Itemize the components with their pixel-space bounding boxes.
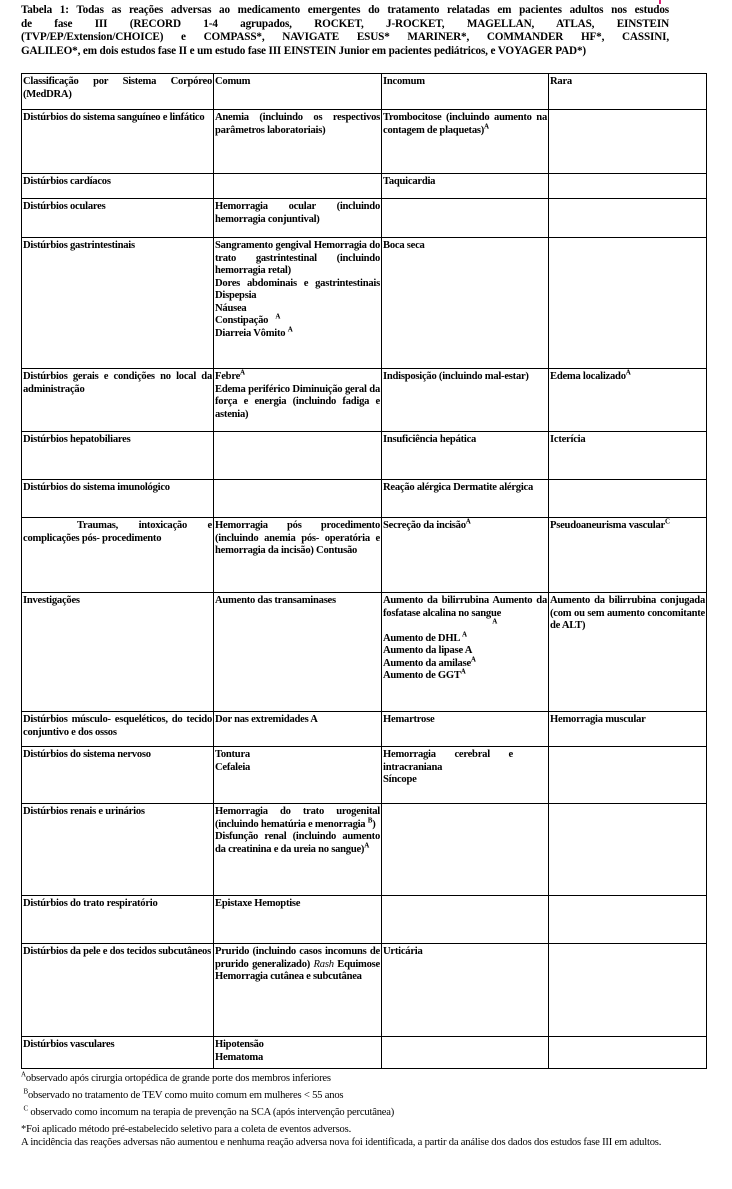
reaction-item: Boca seca: [383, 240, 425, 251]
reaction-item: Cefaleia: [215, 761, 251, 773]
reaction-item: [383, 667, 547, 683]
table-row: [22, 1037, 707, 1069]
comum-cell: [214, 174, 382, 199]
table-row: [22, 804, 707, 896]
reaction-item: Dores abdominais e gastrintestinais Dispepsia: [215, 277, 380, 301]
title-line: GALILEO*, em dois estudos fase II e um estudo fase III EINSTEIN Junior em pacientes pediátricos, e VOYAGER PAD*): [21, 44, 586, 57]
reaction-item: Indisposição (incluindo mal-estar): [383, 371, 529, 382]
table-row: [22, 238, 707, 369]
reaction-item: Tontura: [215, 749, 250, 760]
reaction-item: Hemorragia muscular: [550, 714, 646, 725]
incomum-cell: [382, 593, 549, 712]
reaction-item: Prurido (incluindo casos incomuns de prurido generalizado): [215, 946, 380, 970]
system-cell: Investigações: [22, 593, 214, 712]
rara-cell: [549, 480, 707, 518]
system-cell: Distúrbios vasculares: [22, 1037, 214, 1069]
footnote-marker: A: [492, 617, 497, 626]
system-cell: Distúrbios hepatobiliares: [22, 432, 214, 480]
comum-cell: [214, 593, 382, 712]
rara-cell: [549, 238, 707, 369]
reaction-item: [383, 595, 547, 633]
reaction-item: Edema periférico Diminuição geral da força e energia (incluindo fadiga e astenia): [215, 383, 380, 420]
reaction-text: Febre: [215, 371, 241, 382]
reaction-item: Hemorragia pós procedimento (incluindo anemia pós- operatória e hemorragia da incisão) Contusão: [215, 520, 380, 556]
reaction-item: Epistaxe Hemoptise: [215, 898, 301, 909]
table-header-row: [22, 74, 707, 110]
footnote-text: observado após cirurgia ortopédica de grande porte dos membros inferiores: [25, 1073, 331, 1084]
footnote-text: observado no tratamento de TEV como muito comum em mulheres < 55 anos: [27, 1090, 344, 1101]
incomum-cell: [382, 110, 549, 174]
table-notes: [21, 1072, 701, 1149]
footnote-marker: A: [461, 629, 467, 638]
reaction-item: [383, 629, 547, 646]
reaction-item: Hemartrose: [383, 714, 435, 725]
system-cell: Distúrbios músculo- esqueléticos, do tecido conjuntivo e dos ossos: [22, 712, 214, 747]
reaction-item: [215, 368, 380, 384]
footnote-marker: A: [465, 517, 471, 526]
reaction-item: Insuficiência hepática: [383, 434, 477, 445]
reaction-item: Síncope: [383, 774, 417, 785]
comum-cell: [214, 1037, 382, 1069]
comum-cell: [214, 480, 382, 518]
incomum-cell: [382, 369, 549, 432]
reaction-item: Hemorragia ocular (incluindo hemorragia conjuntival): [215, 201, 380, 225]
comum-cell: [214, 896, 382, 944]
comum-cell: [214, 712, 382, 747]
system-cell: Distúrbios cardíacos: [22, 174, 214, 199]
system-cell: Distúrbios oculares: [22, 199, 214, 238]
reaction-item: Náusea: [215, 302, 247, 314]
incomum-cell: [382, 432, 549, 480]
rara-cell: [549, 804, 707, 896]
reaction-text: Aumento da bilirrubina Aumento da fosfatase alcalina no sangue: [383, 595, 547, 619]
system-cell: Distúrbios gastrintestinais: [22, 238, 214, 369]
table-row: [22, 896, 707, 944]
rara-cell: [549, 174, 707, 199]
footnote-mark: C: [23, 1104, 28, 1113]
footnote-b: [21, 1089, 701, 1102]
reaction-text: Aumento de DHL: [383, 632, 460, 644]
header-rara: Rara: [549, 74, 707, 110]
table-row: [22, 747, 707, 804]
system-cell: Distúrbios da pele e dos tecidos subcutâneos: [22, 944, 214, 1037]
reaction-item: Sangramento gengival Hemorragia do trato gastrintestinal (incluindo hemorragia retal): [215, 240, 380, 276]
reaction-item: Hemorragia cerebral e intracraniana: [383, 749, 513, 773]
reaction-item: Taquicardia: [383, 176, 436, 187]
reaction-item: Equimose Hemorragia cutânea e subcutânea: [215, 958, 380, 982]
incomum-cell: [382, 1037, 549, 1069]
comum-cell: [214, 238, 382, 369]
rara-cell: [549, 896, 707, 944]
footnote-mark: B: [23, 1087, 28, 1096]
incomum-cell: [382, 238, 549, 369]
reaction-text: Constipação: [215, 315, 269, 326]
incomum-cell: [382, 896, 549, 944]
table-row: [22, 369, 707, 432]
footnote-marker: B: [367, 815, 373, 824]
footnote-marker: A: [364, 840, 370, 849]
title-line: de fase III (RECORD 1-4 agrupados, ROCKET, J-ROCKET, MAGELLAN, ATLAS, EINSTEIN: [21, 17, 669, 30]
table-row: [22, 432, 707, 480]
system-cell: Distúrbios renais e urinários: [22, 804, 214, 896]
system-cell: Distúrbios gerais e condições no local da administração: [22, 369, 214, 432]
comum-cell: [214, 747, 382, 804]
table-row: [22, 593, 707, 712]
table-row: [22, 712, 707, 747]
comum-cell: [214, 944, 382, 1037]
reaction-item: Trombocitose (incluindo aumento na contagem de plaquetas): [383, 112, 547, 136]
reaction-text: Aumento da amilase: [383, 657, 471, 669]
reaction-item: Aumento das transaminases: [215, 595, 336, 606]
footnote-marker: A: [275, 312, 281, 321]
reaction-item: [215, 312, 380, 328]
reaction-text: Diarreia Vômito: [215, 327, 286, 339]
footnote-marker: C: [664, 517, 670, 526]
header-comum: Comum: [214, 74, 382, 110]
incomum-cell: [382, 804, 549, 896]
rara-cell: [549, 199, 707, 238]
footnote-mark: A: [21, 1070, 26, 1079]
incomum-cell: [382, 712, 549, 747]
system-cell: Distúrbios do trato respiratório: [22, 896, 214, 944]
reaction-item: Pseudoaneurisma vascular: [550, 520, 665, 531]
footnote-marker: A: [460, 667, 466, 676]
title-line: Tabela 1: Todas as reações adversas ao medicamento emergentes do tratamento relatadas em pacientes adultos nos estudos: [21, 4, 669, 16]
footnote-marker: A: [625, 368, 631, 377]
incomum-cell: [382, 174, 549, 199]
reaction-item: Aumento da bilirrubina conjugada (com ou sem aumento concomitante de ALT): [550, 595, 705, 631]
system-cell: Traumas, intoxicação e complicações pós- procedimento: [22, 518, 214, 593]
note-incidence: A incidência das reações adversas não aumentou e nenhuma reação adversa nova foi identificada, a partir da análise dos dados dos estudos fase III em adultos.: [21, 1137, 662, 1148]
rara-cell: [549, 944, 707, 1037]
incomum-cell: [382, 944, 549, 1037]
reaction-item-italic: Rash: [313, 958, 334, 970]
reaction-text: Disfunção renal (incluindo aumento da creatinina e da ureia no sangue): [215, 831, 380, 855]
incomum-cell: [382, 199, 549, 238]
reaction-item: Icterícia: [550, 434, 586, 445]
comum-cell: [214, 110, 382, 174]
footnote-marker: A: [484, 121, 489, 130]
footnote-marker: A: [287, 324, 293, 333]
table-row: [22, 944, 707, 1037]
table-row: [22, 174, 707, 199]
incomum-cell: [382, 747, 549, 804]
note-method: *Foi aplicado método pré-estabelecido seletivo para a coleta de eventos adversos.: [21, 1124, 352, 1135]
system-cell: Distúrbios do sistema nervoso: [22, 747, 214, 804]
rara-cell: [549, 593, 707, 712]
footnote-marker: A: [470, 654, 476, 663]
adverse-reactions-table: [21, 73, 707, 1069]
rara-cell: [549, 1037, 707, 1069]
system-cell: Distúrbios do sistema imunológico: [22, 480, 214, 518]
rara-cell: [549, 369, 707, 432]
table-row: [22, 110, 707, 174]
header-system-class: Classificação por Sistema Corpóreo (MedDRA): [22, 74, 214, 110]
rara-cell: [549, 747, 707, 804]
comum-cell: [214, 432, 382, 480]
reaction-item: Aumento da lipase A: [383, 645, 473, 656]
reaction-item: [215, 324, 380, 341]
footnote-c: [21, 1106, 701, 1119]
reaction-item: Reação alérgica Dermatite alérgica: [383, 482, 534, 493]
reaction-item: Hipotensão: [215, 1039, 264, 1050]
comum-cell: [214, 199, 382, 238]
incomum-cell: [382, 518, 549, 593]
comum-cell: [214, 804, 382, 896]
title-line: (TVP/EP/Extension/CHOICE) e COMPASS*, NAVIGATE ESUS* MARINER*, COMMANDER HF*, CASSINI,: [21, 31, 669, 43]
reaction-item: [215, 831, 380, 856]
rara-cell: [549, 518, 707, 593]
table-row: [22, 199, 707, 238]
header-incomum: Incomum: [382, 74, 549, 110]
rara-cell: [549, 110, 707, 174]
reaction-item: Anemia (incluindo os respectivos parâmetros laboratoriais): [215, 112, 380, 136]
reaction-text: Hemorragia do trato urogenital (incluindo hematúria e menorragia: [215, 806, 380, 830]
reaction-item: Hemorragia do trato urogenital (incluindo hematúria e menorragia $^B$): [215, 806, 380, 830]
comum-cell: [214, 369, 382, 432]
footnote-a: [21, 1072, 701, 1085]
comum-cell: [214, 518, 382, 593]
reaction-item: Dor nas extremidades A: [215, 714, 318, 725]
reaction-item: Hematoma: [215, 1051, 264, 1063]
table-row: [22, 518, 707, 593]
reaction-item: Secreção da incisão: [383, 520, 466, 531]
table-title: [21, 4, 669, 58]
footnote-text: observado como incomum na terapia de prevenção na SCA (após intervenção percutânea): [30, 1107, 395, 1118]
rara-cell: [549, 712, 707, 747]
system-cell: Distúrbios do sistema sanguíneo e linfático: [22, 110, 214, 174]
reaction-item: Edema localizado: [550, 371, 626, 382]
reaction-text: Aumento de GGT: [383, 670, 461, 681]
table-row: [22, 480, 707, 518]
reaction-item: Urticária: [383, 946, 423, 957]
rara-cell: [549, 432, 707, 480]
incomum-cell: [382, 480, 549, 518]
footnote-marker: A: [240, 368, 245, 377]
